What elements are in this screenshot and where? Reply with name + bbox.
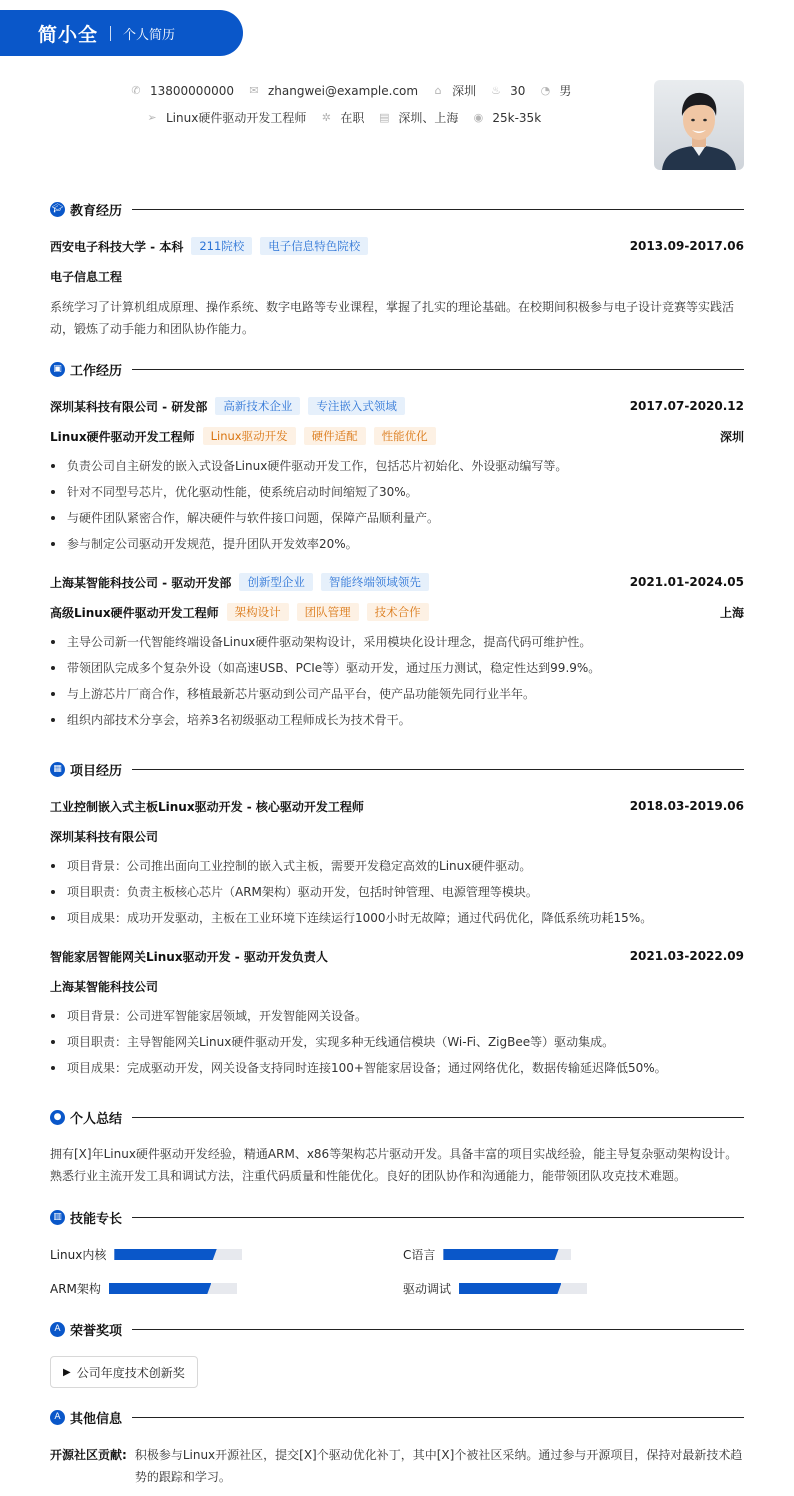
- section-divider: [132, 369, 744, 370]
- skill-name: 驱动调试: [403, 1282, 452, 1296]
- list-item: 主导公司新一代智能终端设备Linux硬件驱动架构设计，采用模块化设计理念，提高代码可维护性。: [50, 633, 744, 659]
- section-divider: [132, 1217, 744, 1218]
- role-tag: 硬件适配: [304, 427, 366, 445]
- skill-name: Linux内核: [50, 1248, 107, 1262]
- section-title: 技能专长: [70, 1211, 123, 1227]
- section-divider: [132, 1417, 744, 1418]
- send-icon: ➢: [147, 111, 157, 124]
- project-date: 2021.03-2022.09: [629, 949, 744, 963]
- work-bullets: [50, 633, 744, 737]
- project-company: 上海某智能科技公司: [50, 979, 159, 994]
- section-skills: [50, 1208, 744, 1226]
- project-company-row: [50, 827, 744, 845]
- list-item: 组织内部技术分享会，培养3名初级驱动工程师成长为技术骨干。: [50, 711, 744, 737]
- work-role-row: [50, 603, 744, 621]
- section-divider: [132, 769, 744, 770]
- project-title-row: [50, 797, 744, 815]
- award-item: [50, 1356, 198, 1388]
- section-title: 教育经历: [70, 203, 123, 219]
- list-item: 项目背景：公司推出面向工业控制的嵌入式主板，需要开发稳定高效的Linux硬件驱动。: [50, 857, 744, 883]
- skill-bar: [114, 1249, 242, 1260]
- list-item: 针对不同型号芯片，优化驱动性能，使系统启动时间缩短了30%。: [50, 483, 744, 509]
- grid-icon: ▦: [50, 762, 65, 777]
- section-divider: [132, 209, 744, 210]
- section-summary: [50, 1108, 744, 1126]
- work-bullets: [50, 457, 744, 561]
- role-tag: 性能优化: [374, 427, 436, 445]
- list-item: 带领团队完成多个复杂外设（如高速USB、PCIe等）驱动开发，通过压力测试，稳定性达到99.9%。: [50, 659, 744, 685]
- project-bullets: [50, 1007, 744, 1085]
- profile-photo-image: [654, 80, 744, 170]
- contact-row-2: [146, 109, 555, 126]
- section-education: [50, 200, 744, 218]
- info-icon: A: [50, 1410, 65, 1425]
- education-header: [50, 237, 744, 255]
- section-title: 工作经历: [70, 363, 123, 379]
- home-icon: ⌂: [434, 84, 442, 97]
- section-divider: [132, 1117, 744, 1118]
- contact-position: ➢ Linux硬件驱动开发工程师: [147, 111, 307, 125]
- skill-bar-fill: [109, 1283, 211, 1294]
- contact-phone: ✆ 13800000000: [131, 83, 234, 98]
- skill-bar-fill: [443, 1249, 558, 1260]
- list-item: 参与制定公司驱动开发规范，提升团队开发效率20%。: [50, 535, 744, 561]
- bar-chart-icon: ▥: [50, 1210, 65, 1225]
- phone-icon: ✆: [131, 84, 141, 97]
- skill-bar: [109, 1283, 237, 1294]
- section-other: [50, 1408, 744, 1426]
- contact-city: ⌂ 深圳: [432, 82, 476, 99]
- work-location: 深圳: [719, 429, 744, 444]
- work-date: 2017.07-2020.12: [629, 399, 744, 413]
- skill-bar: [459, 1283, 587, 1294]
- work-company: 上海某智能科技公司 - 驱动开发部: [50, 575, 232, 590]
- list-item: 项目背景：公司进军智能家居领域，开发智能网关设备。: [50, 1007, 744, 1033]
- education-tag: 电子信息特色院校: [260, 237, 368, 255]
- contact-status: ✲ 在职: [321, 111, 365, 125]
- briefcase-icon: ▣: [50, 362, 65, 377]
- skill-bar-fill: [114, 1249, 216, 1260]
- money-icon: ◉: [473, 111, 484, 124]
- skill-bar-fill: [459, 1283, 561, 1294]
- skill-item: [50, 1280, 237, 1297]
- skill-item: [50, 1246, 242, 1263]
- project-title-row: [50, 947, 744, 965]
- award-icon: A: [50, 1322, 65, 1337]
- contact-gender: ◔ 男: [540, 84, 572, 98]
- skill-name: ARM架构: [50, 1282, 101, 1296]
- brand-name: 简小全: [38, 23, 99, 46]
- list-item: 与硬件团队紧密合作，解决硬件与软件接口问题，保障产品顺利量产。: [50, 509, 744, 535]
- header-band: [0, 10, 243, 56]
- education-date: 2013.09-2017.06: [629, 239, 744, 253]
- role-tag: Linux驱动开发: [203, 427, 296, 445]
- brand-divider: [110, 26, 111, 41]
- role-tag: 架构设计: [227, 603, 289, 621]
- skill-name: C语言: [403, 1248, 436, 1262]
- work-role: 高级Linux硬件驱动开发工程师: [50, 605, 219, 620]
- list-item: 与上游芯片厂商合作，移植最新芯片驱动到公司产品平台，使产品功能领先同行业半年。: [50, 685, 744, 711]
- list-item: 项目成果：完成驱动开发，网关设备支持同时连接100+智能家居设备；通过网络优化，数据传输延迟降低50%。: [50, 1059, 744, 1085]
- education-major: 电子信息工程: [50, 269, 123, 284]
- section-awards: [50, 1320, 744, 1338]
- work-date: 2021.01-2024.05: [629, 575, 744, 589]
- profile-photo: [654, 80, 744, 170]
- project-title: 工业控制嵌入式主板Linux驱动开发 - 核心驱动开发工程师: [50, 799, 364, 814]
- company-tag: 高新技术企业: [215, 397, 300, 415]
- contact-salary: ◉ 25k-35k: [473, 110, 542, 125]
- play-icon: ▶: [63, 1366, 71, 1378]
- skill-item: [403, 1246, 571, 1263]
- school-name: 西安电子科技大学 - 本科: [50, 239, 184, 254]
- summary-line: 熟悉行业主流开发工具和调试方法，注重代码质量和性能优化。良好的团队协作和沟通能力，能带领团队攻克技术难题。: [50, 1169, 687, 1183]
- project-title: 智能家居智能网关Linux驱动开发 - 驱动开发负责人: [50, 949, 328, 964]
- project-company: 深圳某科技有限公司: [50, 829, 159, 844]
- skill-item: [403, 1280, 587, 1297]
- list-item: 项目职责：主导智能网关Linux硬件驱动开发，实现多种无线通信模块（Wi-Fi、ZigBee等）驱动集成。: [50, 1033, 744, 1059]
- section-title: 其他信息: [70, 1411, 123, 1427]
- education-description: 系统学习了计算机组成原理、操作系统、数字电路等专业课程，掌握了扎实的理论基础。在校期间积极参与电子设计竞赛等实践活动，锻炼了动手能力和团队协作能力。: [50, 300, 735, 336]
- project-company-row: [50, 977, 744, 995]
- section-work: [50, 360, 744, 378]
- contact-row-1: [130, 82, 585, 99]
- work-role-row: [50, 427, 744, 445]
- section-projects: [50, 760, 744, 778]
- award-name: 公司年度技术创新奖: [76, 1365, 185, 1380]
- section-divider: [132, 1329, 744, 1330]
- project-bullets: [50, 857, 744, 935]
- user-icon: ●: [50, 1110, 65, 1125]
- education-major-row: [50, 267, 744, 285]
- work-role: Linux硬件驱动开发工程师: [50, 429, 195, 444]
- work-company-row: [50, 573, 744, 591]
- work-location: 上海: [719, 605, 744, 620]
- graduation-cap-icon: 🎓︎: [50, 202, 65, 217]
- list-item: 项目职责：负责主板核心芯片（ARM架构）驱动开发，包括时钟管理、电源管理等模块。: [50, 883, 744, 909]
- list-item: 负责公司自主研发的嵌入式设备Linux硬件驱动开发工作，包括芯片初始化、外设驱动编写等。: [50, 457, 744, 483]
- status-icon: ✲: [321, 111, 331, 124]
- role-tag: 技术合作: [367, 603, 429, 621]
- mail-icon: ✉: [249, 84, 259, 97]
- section-title: 项目经历: [70, 763, 123, 779]
- cake-icon: ♨: [491, 84, 502, 97]
- other-info: [50, 1444, 744, 1488]
- section-title: 个人总结: [70, 1111, 123, 1127]
- other-label: 开源社区贡献:: [50, 1448, 127, 1462]
- education-tag: 211院校: [191, 237, 252, 255]
- work-company: 深圳某科技有限公司 - 研发部: [50, 399, 208, 414]
- summary-line: 拥有[X]年Linux硬件驱动开发经验，精通ARM、x86等架构芯片驱动开发。具备丰富的项目实战经验，能主导复杂驱动架构设计。: [50, 1147, 738, 1161]
- contact-target-city: ▤ 深圳、上海: [379, 111, 459, 125]
- work-company-row: [50, 397, 744, 415]
- contact-age: ♨ 30: [491, 83, 526, 98]
- company-tag: 专注嵌入式领域: [308, 397, 405, 415]
- project-date: 2018.03-2019.06: [629, 799, 744, 813]
- section-title: 荣誉奖项: [70, 1323, 123, 1339]
- building-icon: ▤: [379, 111, 390, 124]
- company-tag: 创新型企业: [239, 573, 313, 591]
- list-item: 项目成果：成功开发驱动，主板在工业环境下连续运行1000小时无故障；通过代码优化，降低系统功耗15%。: [50, 909, 744, 935]
- contact-email: ✉ zhangwei@example.com: [249, 83, 419, 98]
- role-tag: 团队管理: [297, 603, 359, 621]
- skill-bar: [443, 1249, 571, 1260]
- gender-icon: ◔: [540, 84, 551, 97]
- other-text: 积极参与Linux开源社区，提交[X]个驱动优化补丁，其中[X]个被社区采纳。通过参与开源项目，保持对最新技术趋势的跟踪和学习。: [134, 1448, 743, 1484]
- brand-subtitle: 个人简历: [123, 27, 176, 43]
- company-tag: 智能终端领域领先: [321, 573, 429, 591]
- summary-text: [50, 1143, 744, 1187]
